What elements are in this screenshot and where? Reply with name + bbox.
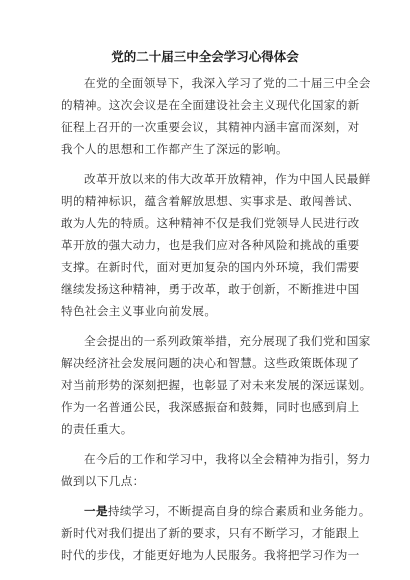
paragraph-line: 特色社会主义事业向前发展。 — [61, 304, 217, 318]
paragraph-line: 敢为人先的特质。这种精神不仅是我们党领导人民进行改 — [61, 216, 360, 230]
paragraph-line: 明的精神标识，蕴含着解放思想、实事求是、敢闯善试、 — [61, 194, 360, 208]
paragraph-line: 改革开放以来的伟大改革开放精神，作为中国人民最鲜 — [84, 172, 371, 186]
paragraph-line: 支撑。在新时代，面对更加复杂的国内外环境，我们需要 — [61, 260, 360, 274]
paragraph-line: 时代的步伐，才能更好地为人民服务。我将把学习作为一 — [61, 548, 360, 562]
paragraph-text: 持续学习，不断提高自身的综合素质和业务能力。 — [107, 504, 371, 518]
paragraph-line: 的精神。这次会议是在全面建设社会主义现代化国家的新 — [61, 98, 360, 112]
paragraph-line: 征程上召开的一次重要会议，其精神内涵丰富而深刻，对 — [61, 120, 360, 134]
paragraph-line: 全会提出的一系列政策举措，充分展现了我们党和国家 — [84, 334, 371, 348]
bold-lead: 一是 — [84, 504, 108, 518]
paragraph-line: 在党的全面领导下，我深入学习了党的二十届三中全会 — [84, 76, 371, 90]
paragraph-line: 我个人的思想和工作都产生了深远的影响。 — [61, 142, 288, 156]
paragraph-line: 对当前形势的深刻把握，也彰显了对未来发展的深远谋划。 — [61, 378, 372, 392]
paragraph-line: 解决经济社会发展问题的决心和智慧。这些政策既体现了 — [61, 356, 360, 370]
document-title: 党的二十届三中全会学习心得体会 — [111, 49, 299, 64]
paragraph-line-with-lead — [84, 503, 371, 519]
paragraph-line: 革开放的强大动力，也是我们应对各种风险和挑战的重要 — [61, 238, 360, 252]
paragraph-line: 继续发扬这种精神，勇于改革，敢于创新，不断推进中国 — [61, 282, 360, 296]
paragraph-line: 在今后的工作和学习中，我将以全会精神为指引，努力 — [84, 452, 371, 466]
paragraph-line: 的责任重大。 — [61, 422, 133, 436]
paragraph-line: 做到以下几点： — [61, 474, 145, 488]
paragraph-line: 新时代对我们提出了新的要求，只有不断学习，才能跟上 — [61, 526, 360, 540]
paragraph-line: 作为一名普通公民，我深感振奋和鼓舞，同时也感到肩上 — [61, 400, 360, 414]
